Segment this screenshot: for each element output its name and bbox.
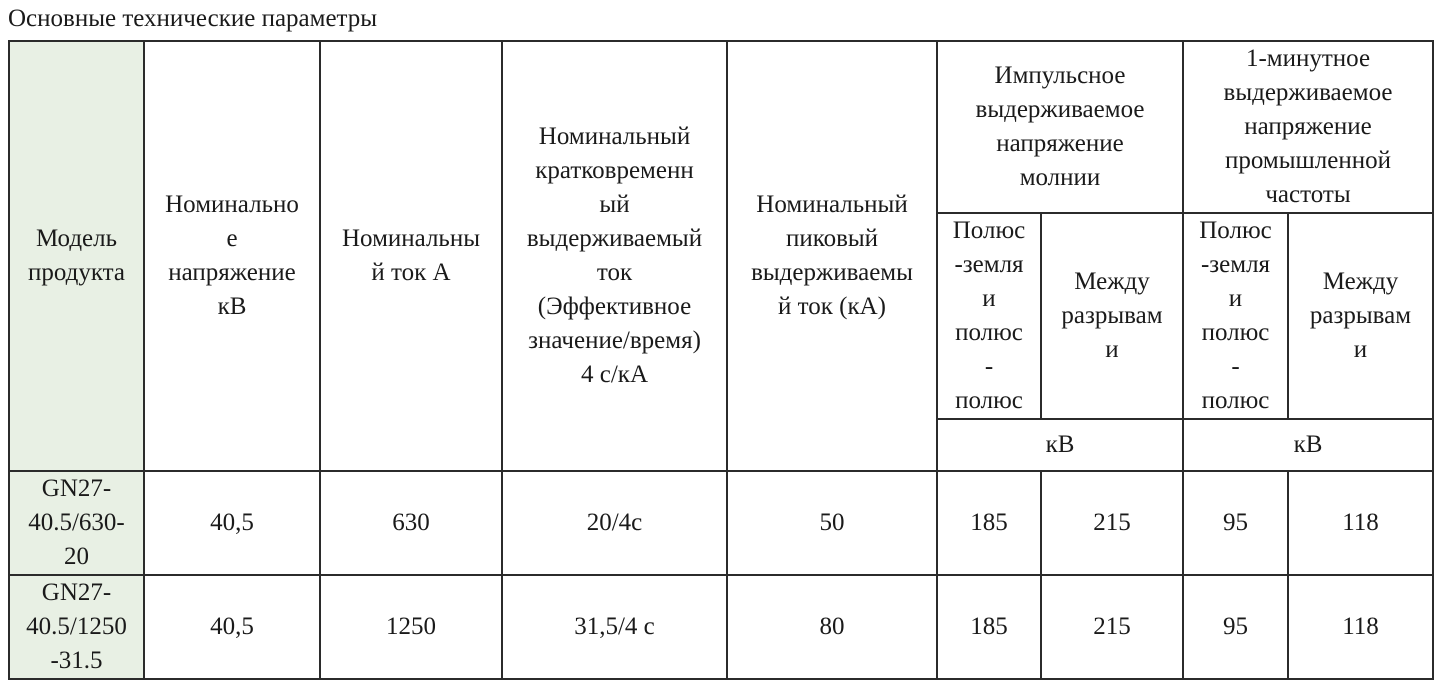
header-rated-current: Номинальны й ток А xyxy=(320,41,502,471)
page-title: Основные технические параметры xyxy=(8,5,378,32)
header-li-unit: кВ xyxy=(937,419,1183,471)
header-peak-current: Номинальный пиковый выдерживаемы й ток (кА) xyxy=(727,41,937,471)
header-model: Модель продукта xyxy=(9,41,144,471)
table-row xyxy=(9,471,1433,575)
cell-li-across-gaps: 215 xyxy=(1041,575,1183,679)
cell-peak-current: 80 xyxy=(727,575,937,679)
cell-pf-across-gaps: 118 xyxy=(1288,575,1433,679)
cell-short-time-current: 20/4с xyxy=(502,471,727,575)
cell-short-time-current: 31,5/4 с xyxy=(502,575,727,679)
cell-li-pole-earth: 185 xyxy=(937,575,1041,679)
header-power-frequency: 1-минутное выдерживаемое напряжение промышленной частоты xyxy=(1183,41,1433,213)
cell-pf-across-gaps: 118 xyxy=(1288,471,1433,575)
header-lightning-impulse: Импульсное выдерживаемое напряжение молнии xyxy=(937,41,1183,213)
header-pf-across-gaps: Между разрывам и xyxy=(1288,213,1433,419)
cell-model: GN27- 40.5/630- 20 xyxy=(9,471,144,575)
cell-rated-voltage: 40,5 xyxy=(144,575,320,679)
header-li-pole-earth: Полюс -земля и полюс - полюс xyxy=(937,213,1041,419)
table-row xyxy=(9,575,1433,679)
technical-parameters-table xyxy=(8,40,1434,680)
cell-peak-current: 50 xyxy=(727,471,937,575)
cell-li-across-gaps: 215 xyxy=(1041,471,1183,575)
cell-model: GN27- 40.5/1250 -31.5 xyxy=(9,575,144,679)
header-pf-pole-earth: Полюс -земля и полюс - полюс xyxy=(1183,213,1288,419)
cell-pf-pole-earth: 95 xyxy=(1183,575,1288,679)
header-rated-voltage: Номинально е напряжение кВ xyxy=(144,41,320,471)
header-short-time-current: Номинальный кратковременн ый выдерживаемый ток (Эффективное значение/время) 4 с/кА xyxy=(502,41,727,471)
header-li-across-gaps: Между разрывам и xyxy=(1041,213,1183,419)
header-pf-unit: кВ xyxy=(1183,419,1433,471)
cell-rated-current: 630 xyxy=(320,471,502,575)
cell-pf-pole-earth: 95 xyxy=(1183,471,1288,575)
cell-li-pole-earth: 185 xyxy=(937,471,1041,575)
cell-rated-current: 1250 xyxy=(320,575,502,679)
cell-rated-voltage: 40,5 xyxy=(144,471,320,575)
